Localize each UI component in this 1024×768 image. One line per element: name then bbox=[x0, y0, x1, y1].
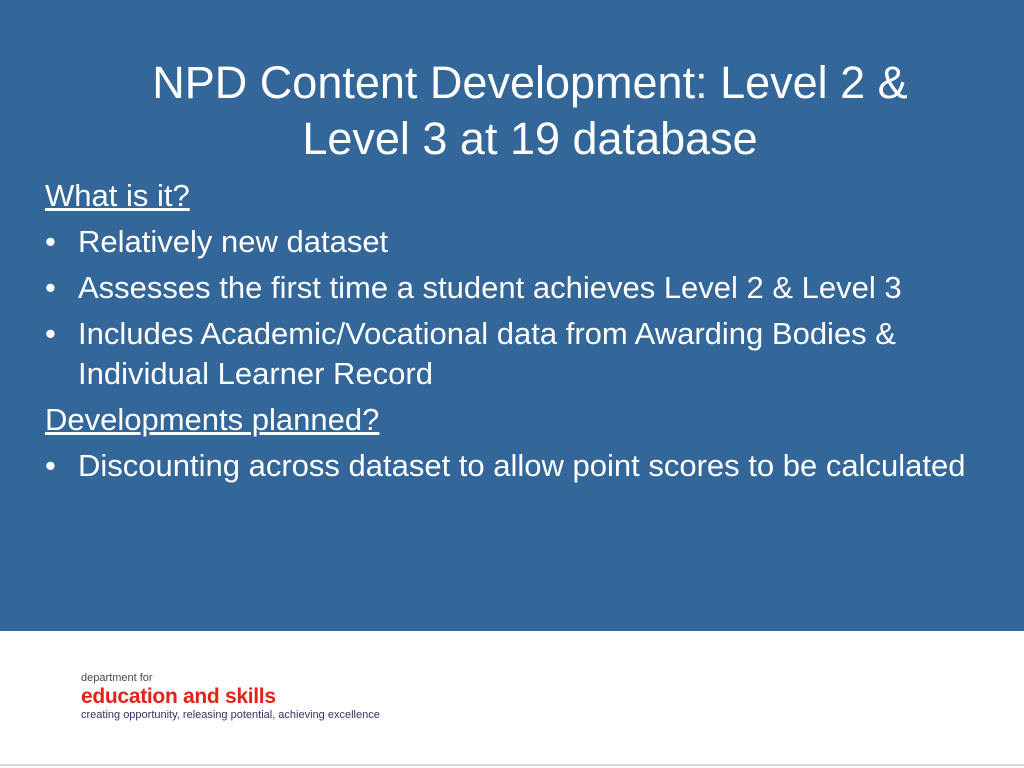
bullet-text: Discounting across dataset to allow point scores to be calculated bbox=[78, 448, 966, 483]
logo-tagline: creating opportunity, releasing potential, achieving excellence bbox=[81, 709, 380, 721]
bullet-item bbox=[45, 222, 995, 262]
bullet-text: Assesses the first time a student achieves Level 2 & Level 3 bbox=[78, 270, 902, 305]
bullet-text: Includes Academic/Vocational data from Awarding Bodies & Individual Learner Record bbox=[78, 316, 896, 391]
bullet-dot-icon: • bbox=[45, 270, 56, 305]
slide-title bbox=[60, 55, 1000, 167]
bullet-dot-icon: • bbox=[45, 224, 56, 259]
bullet-item bbox=[45, 268, 995, 308]
footer-divider bbox=[0, 764, 1024, 766]
section-heading-what-is-it: What is it? bbox=[45, 178, 190, 213]
bullet-item bbox=[45, 446, 995, 486]
slide-body bbox=[45, 176, 995, 492]
bullet-item bbox=[45, 314, 995, 394]
section-heading-developments-planned: Developments planned? bbox=[45, 402, 380, 437]
bullet-text: Relatively new dataset bbox=[78, 224, 389, 259]
logo-line-education-and-skills: education and skills bbox=[81, 685, 276, 708]
title-line-1: NPD Content Development: Level 2 & bbox=[152, 57, 908, 108]
dfes-logo bbox=[81, 672, 380, 722]
bullet-dot-icon: • bbox=[45, 316, 56, 351]
bullet-dot-icon: • bbox=[45, 448, 56, 483]
title-line-2: Level 3 at 19 database bbox=[302, 113, 758, 164]
logo-line-department: department for bbox=[81, 672, 153, 684]
